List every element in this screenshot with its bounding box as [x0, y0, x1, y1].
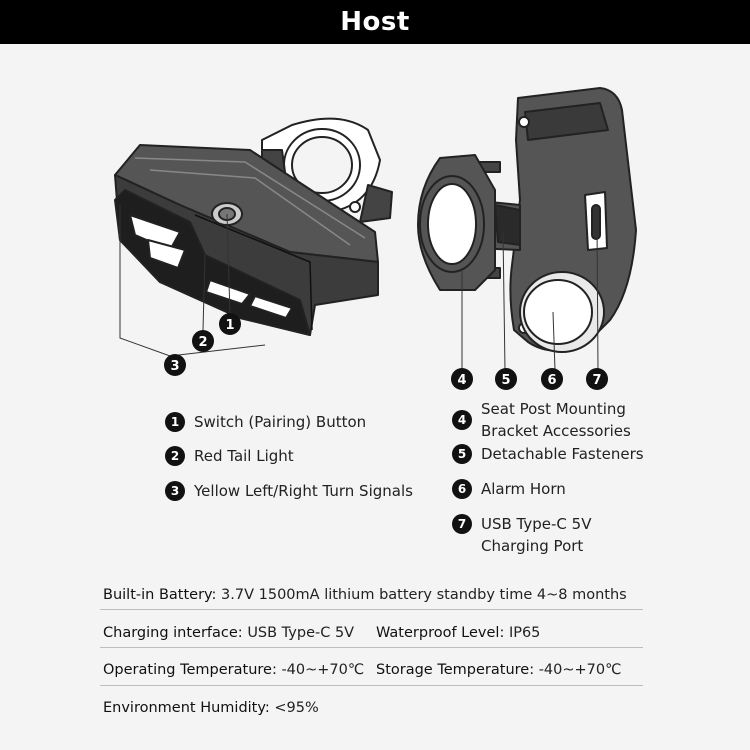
callout-7 — [586, 368, 608, 390]
spec-value: 3.7V 1500mA lithium battery standby time 4~8 months — [221, 587, 627, 603]
legend-badge: 4 — [452, 410, 472, 430]
spec-value: -40~+70℃ — [538, 662, 622, 678]
legend-badge: 3 — [165, 481, 185, 501]
divider — [100, 647, 643, 648]
legend-item-6 — [452, 478, 566, 500]
legend-text: Alarm Horn — [481, 480, 566, 498]
callout-1 — [219, 313, 241, 335]
callout-4 — [451, 368, 473, 390]
svg-text:2: 2 — [198, 335, 208, 350]
legend-item-5 — [452, 443, 644, 465]
spec-storage-temp — [376, 662, 621, 678]
spec-label: Environment Humidity: — [103, 700, 270, 716]
legend-badge: 1 — [165, 412, 185, 432]
product-diagram — [0, 44, 750, 394]
svg-text:1: 1 — [225, 318, 235, 333]
spec-label: Waterproof Level: — [376, 625, 505, 641]
legend-text: Detachable Fasteners — [481, 445, 644, 463]
spec-value: USB Type-C 5V — [247, 625, 355, 641]
page-header — [0, 0, 750, 44]
legend-text: Yellow Left/Right Turn Signals — [194, 482, 413, 500]
divider — [100, 685, 643, 686]
spec-label: Charging interface: — [103, 625, 243, 641]
legend-item-3 — [165, 480, 413, 502]
svg-text:6: 6 — [547, 373, 557, 388]
tail-light-illustration — [115, 119, 392, 335]
legend-text: Switch (Pairing) Button — [194, 413, 367, 431]
legend-text: USB Type-C 5V Charging Port — [481, 515, 592, 555]
legend-item-2 — [165, 445, 294, 467]
spec-operating-temp — [103, 662, 364, 678]
callout-3 — [164, 354, 186, 376]
spec-value: IP65 — [508, 625, 541, 641]
spec-value: <95% — [274, 700, 319, 716]
divider — [100, 609, 643, 610]
svg-text:5: 5 — [501, 373, 511, 388]
svg-text:7: 7 — [592, 373, 602, 388]
mount-illustration — [418, 88, 636, 352]
svg-text:4: 4 — [457, 373, 467, 388]
legend-item-7 — [452, 513, 612, 557]
spec-value: -40~+70℃ — [281, 662, 365, 678]
legend-item-4 — [452, 398, 652, 442]
legend-badge: 5 — [452, 444, 472, 464]
legend-badge: 6 — [452, 479, 472, 499]
svg-text:3: 3 — [170, 359, 180, 374]
spec-humidity — [103, 700, 319, 716]
legend-text: Seat Post Mounting Bracket Accessories — [481, 400, 631, 440]
spec-label: Storage Temperature: — [376, 662, 535, 678]
legend-item-1 — [165, 411, 366, 433]
spec-battery — [103, 587, 627, 603]
callout-2 — [192, 330, 214, 352]
callout-5 — [495, 368, 517, 390]
spec-label: Built-in Battery: — [103, 587, 217, 603]
legend-badge: 2 — [165, 446, 185, 466]
callout-6 — [541, 368, 563, 390]
page-title: Host — [340, 7, 410, 37]
legend-badge: 7 — [452, 514, 472, 534]
spec-label: Operating Temperature: — [103, 662, 277, 678]
legend-text: Red Tail Light — [194, 447, 294, 465]
spec-waterproof — [376, 625, 540, 641]
spec-charging — [103, 625, 354, 641]
